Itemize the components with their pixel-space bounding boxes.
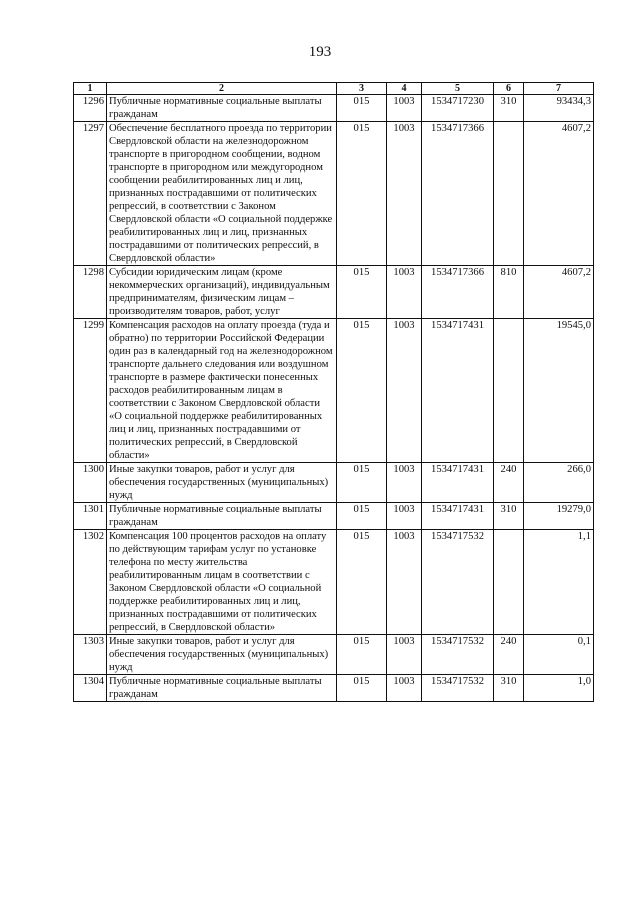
row-admin-code: 015 bbox=[337, 675, 387, 702]
table-row bbox=[74, 635, 594, 675]
row-admin-code: 015 bbox=[337, 319, 387, 463]
row-section-code: 1003 bbox=[387, 503, 422, 530]
row-amount: 93434,3 bbox=[524, 95, 594, 122]
row-expense-type: 310 bbox=[494, 503, 524, 530]
table-row bbox=[74, 503, 594, 530]
row-description: Публичные нормативные социальные выплаты гражданам bbox=[107, 675, 337, 702]
row-section-code: 1003 bbox=[387, 675, 422, 702]
row-number: 1298 bbox=[74, 266, 107, 319]
table-row bbox=[74, 675, 594, 702]
table-row bbox=[74, 122, 594, 266]
row-number: 1302 bbox=[74, 530, 107, 635]
row-description: Публичные нормативные социальные выплаты гражданам bbox=[107, 503, 337, 530]
row-expense-type bbox=[494, 530, 524, 635]
row-section-code: 1003 bbox=[387, 95, 422, 122]
row-target-code: 1534717431 bbox=[422, 463, 494, 503]
row-target-code: 1534717532 bbox=[422, 530, 494, 635]
row-target-code: 1534717532 bbox=[422, 675, 494, 702]
row-amount: 4607,2 bbox=[524, 266, 594, 319]
row-number: 1304 bbox=[74, 675, 107, 702]
row-expense-type: 310 bbox=[494, 95, 524, 122]
row-section-code: 1003 bbox=[387, 122, 422, 266]
row-amount: 0,1 bbox=[524, 635, 594, 675]
row-target-code: 1534717431 bbox=[422, 503, 494, 530]
row-amount: 19545,0 bbox=[524, 319, 594, 463]
row-description: Компенсация 100 процентов расходов на оплату по действующим тарифам услуг по установке телефона по месту жительства реабилитированным лицам в соответствии с Законом Свердловской области «О социальной поддержке реабилитированных лиц и лиц, признанных пострадавшими от политических репрессий, в Свердловской области» bbox=[107, 530, 337, 635]
row-expense-type bbox=[494, 319, 524, 463]
col-header-1: 1 bbox=[74, 83, 107, 95]
row-description: Иные закупки товаров, работ и услуг для обеспечения государственных (муниципальных) нужд bbox=[107, 635, 337, 675]
table-row bbox=[74, 463, 594, 503]
row-admin-code: 015 bbox=[337, 266, 387, 319]
header-row bbox=[74, 83, 594, 95]
row-amount: 1,0 bbox=[524, 675, 594, 702]
row-number: 1297 bbox=[74, 122, 107, 266]
row-admin-code: 015 bbox=[337, 530, 387, 635]
row-admin-code: 015 bbox=[337, 503, 387, 530]
col-header-3: 3 bbox=[337, 83, 387, 95]
row-section-code: 1003 bbox=[387, 530, 422, 635]
budget-table bbox=[73, 82, 594, 702]
row-expense-type: 310 bbox=[494, 675, 524, 702]
row-admin-code: 015 bbox=[337, 122, 387, 266]
row-number: 1300 bbox=[74, 463, 107, 503]
row-target-code: 1534717532 bbox=[422, 635, 494, 675]
col-header-2: 2 bbox=[107, 83, 337, 95]
row-expense-type: 240 bbox=[494, 463, 524, 503]
page-number: 193 bbox=[308, 44, 332, 60]
table-row bbox=[74, 319, 594, 463]
row-expense-type bbox=[494, 122, 524, 266]
row-description: Публичные нормативные социальные выплаты гражданам bbox=[107, 95, 337, 122]
row-amount: 1,1 bbox=[524, 530, 594, 635]
row-admin-code: 015 bbox=[337, 95, 387, 122]
row-admin-code: 015 bbox=[337, 635, 387, 675]
row-section-code: 1003 bbox=[387, 635, 422, 675]
row-description: Компенсация расходов на оплату проезда (туда и обратно) по территории Российской Федерации один раз в календарный год на железнодорожном транспорте дальнего следования или воздушном транспорте в размере фактически понесенных расходов реабилитированным лицам в соответствии с Законом Свердловской области «О социальной поддержке реабилитированных лиц и лиц, признанных пострадавшими от политических репрессий, в Свердловской области» bbox=[107, 319, 337, 463]
row-number: 1301 bbox=[74, 503, 107, 530]
col-header-6: 6 bbox=[494, 83, 524, 95]
row-amount: 4607,2 bbox=[524, 122, 594, 266]
row-amount: 19279,0 bbox=[524, 503, 594, 530]
row-target-code: 1534717431 bbox=[422, 319, 494, 463]
row-number: 1303 bbox=[74, 635, 107, 675]
row-description: Обеспечение бесплатного проезда по территории Свердловской области на железнодорожном транспорте в пригородном сообщении, водном транспорте в пригородном или междугородном сообщении реабилитированных лиц и лиц, признанных пострадавшими от политических репрессий, в соответствии с Законом Свердловской области «О социальной поддержке реабилитированных лиц и лиц, признанных пострадавшими от политических репрессий, в Свердловской области» bbox=[107, 122, 337, 266]
row-description: Субсидии юридическим лицам (кроме некоммерческих организаций), индивидуальным предпринимателям, физическим лицам – производителям товаров, работ, услуг bbox=[107, 266, 337, 319]
col-header-4: 4 bbox=[387, 83, 422, 95]
col-header-5: 5 bbox=[422, 83, 494, 95]
row-admin-code: 015 bbox=[337, 463, 387, 503]
row-section-code: 1003 bbox=[387, 266, 422, 319]
row-number: 1299 bbox=[74, 319, 107, 463]
row-section-code: 1003 bbox=[387, 463, 422, 503]
row-amount: 266,0 bbox=[524, 463, 594, 503]
col-header-7: 7 bbox=[524, 83, 594, 95]
row-section-code: 1003 bbox=[387, 319, 422, 463]
table-row bbox=[74, 530, 594, 635]
row-description: Иные закупки товаров, работ и услуг для обеспечения государственных (муниципальных) нужд bbox=[107, 463, 337, 503]
table-row bbox=[74, 266, 594, 319]
row-target-code: 1534717230 bbox=[422, 95, 494, 122]
row-number: 1296 bbox=[74, 95, 107, 122]
row-expense-type: 240 bbox=[494, 635, 524, 675]
row-target-code: 1534717366 bbox=[422, 266, 494, 319]
row-target-code: 1534717366 bbox=[422, 122, 494, 266]
row-expense-type: 810 bbox=[494, 266, 524, 319]
table-row bbox=[74, 95, 594, 122]
